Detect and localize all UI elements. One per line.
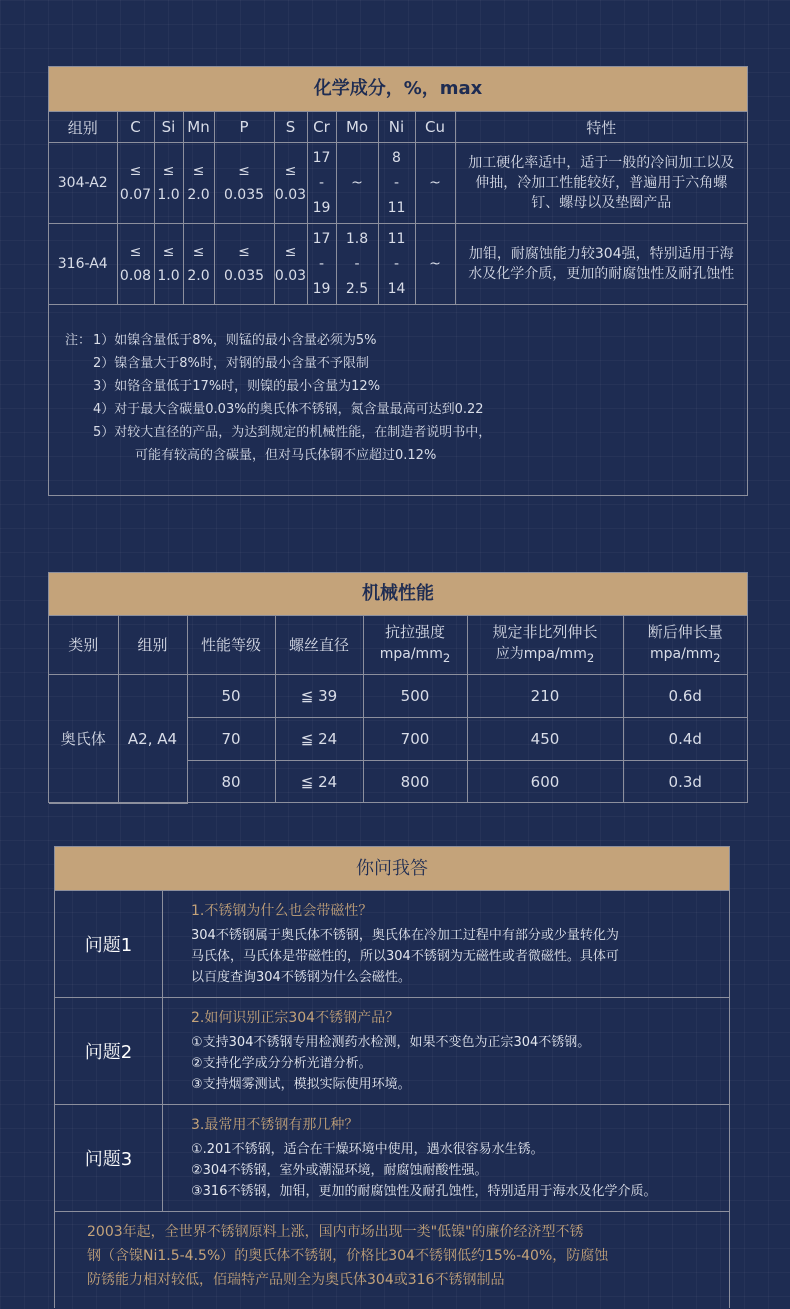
note-item: 注： 1）如镍含量低于8%，则锰的最小含量必须为5% — [65, 329, 747, 352]
header-feature: 特性 — [455, 112, 747, 143]
header-category: 类别 — [49, 616, 118, 675]
qa-item — [55, 890, 729, 997]
ni-cell: 8 - 11 — [378, 143, 415, 224]
yield-cell: 600 — [467, 761, 623, 804]
s-cell: ≤ 0.03 — [274, 224, 307, 305]
grade-cell: 80 — [187, 761, 275, 804]
tensile-cell: 500 — [363, 675, 467, 718]
qa-answer: ①支持304不锈钢专用检测药水检测，如果不变色为正宗304不锈钢。 ②支持化学成分分析光谱分析。 ③支持烟雾测试，模拟实际使用环境。 — [191, 1035, 591, 1092]
qa-answer: ①.201不锈钢，适合在干燥环境中使用，遇水很容易水生锈。 ②304不锈钢，室外或潮湿环境，耐腐蚀耐酸性强。 ③316不锈钢，加钼，更加的耐腐蚀性及耐孔蚀性，特别适用于海水及化学介质。 — [191, 1142, 657, 1199]
mechanical-properties-table — [49, 616, 747, 804]
p-cell: ≤ 0.035 — [214, 224, 274, 305]
qa-item — [55, 997, 729, 1104]
chemical-composition-table — [49, 112, 747, 305]
tensile-cell: 800 — [363, 761, 467, 804]
header-yield: 规定非比列伸长 应为mpa/$mm_2$ — [467, 616, 623, 675]
header-ni: Ni — [378, 112, 415, 143]
mechanical-properties-panel — [48, 572, 748, 803]
header-p: P — [214, 112, 274, 143]
category-cell: 奥氏体 — [49, 675, 118, 804]
note-item: 5）对较大直径的产品，为达到规定的机械性能，在制造者说明书中， — [93, 425, 492, 440]
mn-cell: ≤ 2.0 — [183, 143, 214, 224]
header-si: Si — [154, 112, 183, 143]
header-c: C — [117, 112, 154, 143]
header-s: S — [274, 112, 307, 143]
header-tensile: 抗拉强度 mpa/$mm_2$ — [363, 616, 467, 675]
qa-title: 你问我答 — [55, 847, 729, 890]
table-row — [49, 675, 747, 718]
header-grade: 组别 — [49, 112, 117, 143]
mo-cell: ~ — [336, 143, 378, 224]
si-cell: ≤ 1.0 — [154, 143, 183, 224]
note-item: 2）镍含量大于8%时，对钢的最小含量不予限制 — [93, 356, 369, 371]
mechanical-properties-title: 机械性能 — [49, 573, 747, 616]
mo-cell: 1.8 - 2.5 — [336, 224, 378, 305]
ni-cell: 11 - 14 — [378, 224, 415, 305]
diameter-cell: ≦ 24 — [275, 718, 363, 761]
chemical-composition-title: 化学成分，%，max — [49, 67, 747, 112]
p-cell: ≤ 0.035 — [214, 143, 274, 224]
qa-panel — [54, 846, 730, 1308]
qa-answer: 304不锈钢属于奥氏体不锈钢，奥氏体在冷加工过程中有部分或少量转化为 马氏体，马氏体是带磁性的，所以304不锈钢为无磁性或者微磁性。具体可 以百度查询304不锈钢为什么会磁性。 — [191, 928, 619, 985]
cu-cell: ~ — [415, 224, 455, 305]
note-item: 4）对于最大含碳量0.03%的奥氏体不锈钢，氮含量最高可达到0.22 — [93, 402, 484, 417]
qa-question: 3.最常用不锈钢有那几种？ — [191, 1117, 359, 1133]
footer-note: 2003年起，全世界不锈钢原料上涨，国内市场出现一类"低镍"的廉价经济型不锈 钢（含镍Ni1.5-4.5%）的奥氏体不锈钢，价格比304不锈钢低约15%-40%，防腐蚀 防锈能力相对较低，佰瑞特产品则全为奥氏体304或316不锈钢制品 — [55, 1211, 729, 1292]
tensile-cell: 700 — [363, 718, 467, 761]
qa-question: 1.不锈钢为什么也会带磁性？ — [191, 903, 373, 919]
notes-prefix: 注： — [65, 333, 92, 348]
s-cell: ≤ 0.03 — [274, 143, 307, 224]
grade-cell: 50 — [187, 675, 275, 718]
cu-cell: ~ — [415, 143, 455, 224]
header-cu: Cu — [415, 112, 455, 143]
table-row — [49, 143, 747, 224]
elongation-cell: 0.4d — [623, 718, 747, 761]
note-continuation: 可能有较高的含碳量，但对马氏体钢不应超过0.12% — [135, 448, 437, 463]
qa-item — [55, 1104, 729, 1211]
cr-cell: 17 - 19 — [307, 143, 336, 224]
qa-body — [163, 998, 729, 1104]
header-diameter: 螺丝直径 — [275, 616, 363, 675]
c-cell: ≤ 0.07 — [117, 143, 154, 224]
header-grade: 性能等级 — [187, 616, 275, 675]
header-mn: Mn — [183, 112, 214, 143]
header-group: 组别 — [118, 616, 187, 675]
diameter-cell: ≦ 24 — [275, 761, 363, 804]
notes-section — [49, 305, 747, 467]
cr-cell: 17 - 19 — [307, 224, 336, 305]
table-header-row — [49, 112, 747, 143]
group-cell: A2, A4 — [118, 675, 187, 804]
chemical-composition-panel — [48, 66, 748, 496]
qa-label: 问题2 — [55, 998, 163, 1104]
grade-cell: 316-A4 — [49, 224, 117, 305]
table-row — [49, 224, 747, 305]
header-cr: Cr — [307, 112, 336, 143]
qa-label: 问题3 — [55, 1105, 163, 1211]
grade-cell: 304-A2 — [49, 143, 117, 224]
qa-question: 2.如何识别正宗304不锈钢产品？ — [191, 1010, 400, 1026]
qa-body — [163, 1105, 729, 1211]
header-mo: Mo — [336, 112, 378, 143]
feature-cell: 加工硬化率适中，适于一般的冷间加工以及伸抽，冷加工性能较好，普遍用于六角螺钉、螺母以及垫圈产品 — [455, 143, 747, 224]
mn-cell: ≤ 2.0 — [183, 224, 214, 305]
elongation-cell: 0.3d — [623, 761, 747, 804]
qa-label: 问题1 — [55, 891, 163, 997]
note-item: 3）如铬含量低于17%时，则镍的最小含量为12% — [93, 379, 381, 394]
c-cell: ≤ 0.08 — [117, 224, 154, 305]
feature-cell: 加钼，耐腐蚀能力较304强，特别适用于海水及化学介质，更加的耐腐蚀性及耐孔蚀性 — [455, 224, 747, 305]
si-cell: ≤ 1.0 — [154, 224, 183, 305]
yield-cell: 210 — [467, 675, 623, 718]
grade-cell: 70 — [187, 718, 275, 761]
elongation-cell: 0.6d — [623, 675, 747, 718]
yield-cell: 450 — [467, 718, 623, 761]
qa-body — [163, 891, 729, 997]
table-header-row — [49, 616, 747, 675]
diameter-cell: ≦ 39 — [275, 675, 363, 718]
header-elongation: 断后伸长量 mpa/$mm_2$ — [623, 616, 747, 675]
